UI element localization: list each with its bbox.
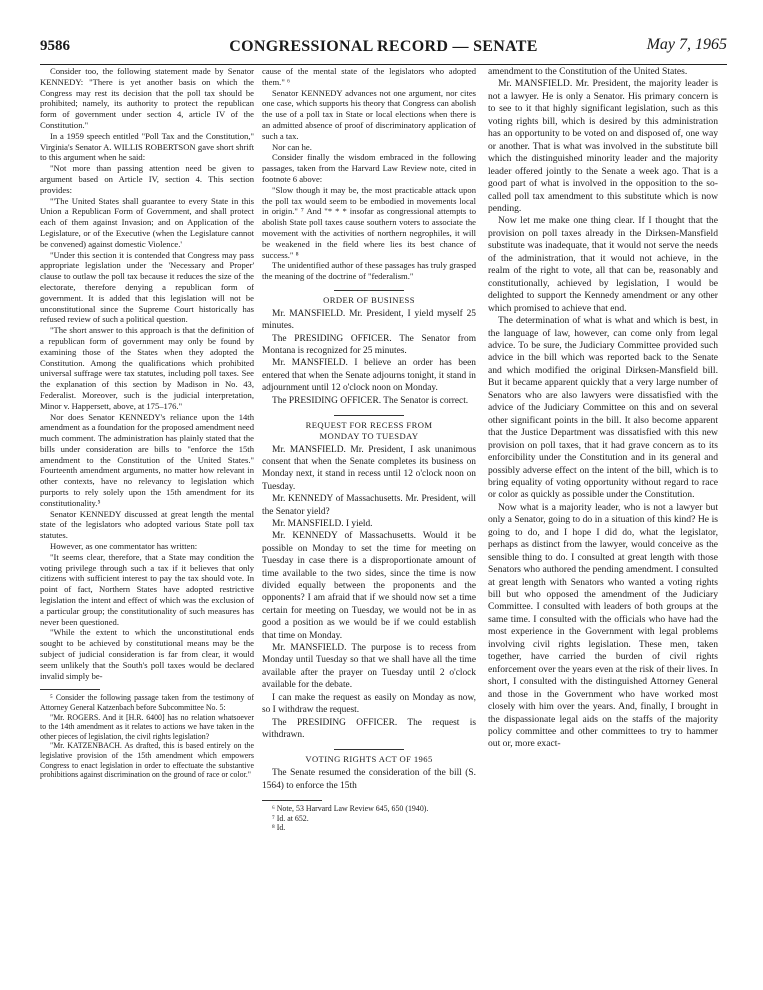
quote-paragraph: "The short answer to this approach is that the definition of a republican form of government may only be found by examining those of the States when they adopted the Constitution. Among the qualifications which prohibited universal suffrage were tax statutes, including poll taxes. See the explanation of this section by Madison in No. 43, Federalist. Moreover, such is the judicial interpretation, Minor v. Happersett, above, at 175–176.": [40, 325, 254, 411]
publication-title: CONGRESSIONAL RECORD — SENATE: [229, 38, 538, 55]
paragraph: The PRESIDING OFFICER. The Senator from Montana is recognized for 25 minutes.: [262, 333, 476, 356]
page-header: [40, 36, 727, 62]
paragraph: Nor does Senator KENNEDY's reliance upon the 14th amendment as a foundation for the proposed amendment need much comment. The administration has plainly stated that the bills under consideration are bills to "enforce the 15th amendment to the Constitution of the United States." Fourteenth amendment arguments, no matter how relevant in other contexts, have no relevancy to legislation which purports to rely solely upon the 15th amendment for its constitutionality.⁵: [40, 411, 254, 508]
section-heading-voting-rights-act: VOTING RIGHTS ACT OF 1965: [305, 754, 433, 765]
paragraph: The Senate resumed the consideration of the bill (S. 1564) to enforce the 15th: [262, 768, 476, 791]
section-divider: [334, 290, 404, 291]
paragraph: Mr. KENNEDY of Massachusetts. Would it be possible on Monday to set the time for meeting on Tuesday in case there is a disproportionate amount of time available to the two sides, since the time is now divided equally between the proponents and the opponents? I am afraid that if we should now set a time certain for meeting on Tuesday, we would not be in as good a position as we would be if we could establish that time on Monday.: [262, 531, 476, 641]
paragraph: In a 1959 speech entitled "Poll Tax and the Constitution," Virginia's Senator A. WILLIS ROBERTSON gave short shrift to this argument when he said:: [40, 130, 254, 163]
paragraph: Consider finally the wisdom embraced in the following passages, taken from the Harvard Law Review note, cited in footnote 6 above:: [262, 152, 476, 184]
paragraph: Mr. MANSFIELD. Mr. President, I yield myself 25 minutes.: [262, 308, 476, 332]
paragraph: The PRESIDING OFFICER. The request is withdrawn.: [262, 717, 476, 740]
quote-paragraph: "Under this section it is contended that Congress may pass appropriate legislation under the 'Necessary and Proper' clause to outlaw the poll tax because it reduces the size of the electorate, therefore denying a republican form of government. It is added that this legislation will not be unconstitutional since the Supreme Court historically has refused review of such a political question.: [40, 249, 254, 325]
footnote: ⁵ Consider the following passage taken from the testimony of Attorney General Katzenbach before Subcommittee No. 5:: [40, 693, 254, 713]
footnotes: [40, 693, 254, 779]
footnote-rule: [40, 689, 100, 690]
header-rule: [40, 64, 727, 65]
paragraph: Mr. KENNEDY of Massachusetts. Mr. President, will the Senator yield?: [262, 494, 476, 517]
quote-paragraph: "Not more than passing attention need be given to argument based on Article IV, section 4. This section provides:: [40, 163, 254, 195]
column-left: [40, 66, 254, 780]
column-middle: [262, 66, 476, 833]
paragraph: Mr. MANSFIELD. Mr. President, the majority leader is not a lawyer. He is only a Senator. His primary concern is to see to it that highly significant legislation, such as this voting rights bill, which is desired by this administration has an opportunity to be voted on and disposed of, one way or another. That is what was involved in the substitute bill which the distinguished minority leader and the majority leader offered jointly to the Senate a week ago. That is a good part of what is involved in the opposition to the so-called poll tax amendment to this substitute which is now pending.: [488, 78, 718, 214]
section-heading-order-of-business: ORDER OF BUSINESS: [323, 294, 415, 305]
paragraph: Mr. MANSFIELD. I believe an order has been entered that when the Senate adjourns tonight, it stand in adjournment until 12 o'clock noon on Monday.: [262, 358, 476, 394]
footnote-rule: [262, 800, 322, 801]
column-right: [488, 66, 718, 751]
footnote: ⁷ Id. at 652.: [272, 813, 309, 823]
footnote: ⁸ Id.: [272, 823, 286, 833]
page-number: 9586: [40, 38, 70, 54]
footnotes: [262, 804, 476, 833]
paragraph: However, as one commentator has written:: [50, 541, 198, 552]
paragraph: Mr. MANSFIELD. I yield.: [272, 519, 373, 530]
paragraph: The unidentified author of these passages has truly grasped the meaning of the doctrine of "federalism.": [262, 260, 476, 282]
footnote: "Mr. ROGERS. And it [H.R. 6400] has no relation whatsoever to the 14th amendment as it relates to actions we have taken in the other pieces of legislation, the civil rights legislation?: [40, 712, 254, 741]
quote-paragraph: "While the extent to which the unconstitutional ends sought to be achieved by constitutional means may be the subject of judicial consideration is far from clear, it would seem unlikely that the South's poll taxes would be declared invalid simply be-: [40, 627, 254, 681]
paragraph: Senator KENNEDY discussed at great length the mental state of the legislators who adopted various State poll tax statutes.: [40, 508, 254, 541]
paragraph: The PRESIDING OFFICER. The Senator is correct.: [272, 395, 469, 406]
paragraph: The determination of what is what and which is best, in the language of law, however, can come only from legal advice. To be sure, the Judiciary Committee provided such advice in the bill which was reported back to the Senate and which modified the original Dirksen-Mansfield bill. But it became apparent quickly that a very large number of Senators who are also lawyers were dissatisfied with the advice of the Judiciary Committee on this and on several other significant points in the bill. It also become apparent that the Justice Department was dissatisfied with this new provision on poll taxes, that it had grave concern as to its enforcibility under the Constitution and in its general and possibly adverse effect on the intent of the bill, which is to bring equality of voting opportunity without regard to race or color as quickly as possible under the Constitution.: [488, 315, 718, 501]
section-heading-request-recess-line2: MONDAY TO TUESDAY: [319, 430, 419, 441]
quote-paragraph: "It seems clear, therefore, that a State may condition the voting privilege through such a tax if it believes that only citizens with sufficient interest to pay the tax should vote. In point of fact, Northern States have adopted restrictive legislation the intent and effect of which was the exclusion of a particular group; the constitutionality of such measures has never been questioned.: [40, 551, 254, 627]
paragraph: Mr. MANSFIELD. Mr. President, I ask unanimous consent that when the Senate completes its business on Monday next, it stand in recess until 12 o'clock noon on Tuesday.: [262, 444, 476, 492]
paragraph: Senator KENNEDY advances not one argument, nor cites one case, which supports his theory that Congress can abolish the use of a poll tax in State or local elections when there is an admitted absence of proof of discriminatory application of such a tax.: [262, 87, 476, 141]
paragraph: cause of the mental state of the legislators who adopted them." ⁶: [262, 66, 476, 87]
quote-paragraph: "Slow though it may be, the most practicable attack upon the poll tax would seem to be embodied in movements local in origin." ⁷ And "* * * insofar as congressional attempts to abolish State poll taxes cause southern voters to associate the movement with the activities of northern negrophiles, it will be weakened in the field where lies its best chance of success." ⁸: [262, 184, 476, 260]
paragraph: Now let me make one thing clear. If I thought that the provision on poll taxes already in the Dirksen-Mansfield substitute was inadequate, that it would not serve the needs of the administration, that it would not achieve, in the realm of the right to vote, all that can be, reasonably and constitutionally, achieved by legislation, I would be delighted to support the Kennedy amendment or any other which promised to achieve that end.: [488, 215, 718, 314]
paragraph: I can make the request as easily on Monday as now, so I withdraw the request.: [262, 692, 476, 716]
quote-paragraph: "'The United States shall guarantee to every State in this Union a Republican Form of Government, and shall protect each of them against Invasion; and on Application of the Legislature, or of the Executive (when the Legislature cannot be convened) against domestic Violence.': [40, 195, 254, 249]
footnote: "Mr. KATZENBACH. As drafted, this is based entirely on the legislative provision of the 15th amendment which empowers Congress to enact legislation in order to effectuate the substantive prohibitions against discrimination on the ground of race or color.": [40, 741, 254, 780]
paragraph: amendment to the Constitution of the United States.: [488, 66, 688, 77]
paragraph: Now what is a majority leader, who is not a lawyer but only a Senator, going to do in a situation of this kind? He is going to do, and I hope I did do, what the legislator, perhaps as distinct from the lawyer, would conceive as the sensible thing to do. I consulted at great length with those Senators who authored the pending amendment. I consulted at great length with Senators who wanted a voting rights bill but who opposed the amendment of the Judiciary Committee. I consulted with leaders of both groups at the same time. I consulted with the officials who have had the most experience in the Government with legal problems involving civil rights legislation. These men, taken together, have carried the burden of civil rights enforcement over the years even at the risk of their lives. In short, I consulted with the distinguished Attorney General and those in the Government who have worked most closely with him over the years. And, finally, I brought in the dispassionate legal aids on the staffs of the majority policy committee and other committees to try to hammer out or, more exact-: [488, 501, 718, 750]
section-divider: [334, 749, 404, 750]
paragraph: Consider too, the following statement made by Senator KENNEDY: "There is yet another basis on which the Congress may rest its decision that the poll tax should be prohibited; namely, its authority to protect the republican form of government under section 4, article IV of the Constitution.": [40, 66, 254, 130]
section-heading-request-recess: REQUEST FOR RECESS FROM: [305, 419, 433, 430]
publication-date: May 7, 1965: [646, 36, 727, 53]
paragraph: Mr. MANSFIELD. The purpose is to recess from Monday until Tuesday so that we shall have all the time available after the prayer on Tuesday until 2 o'clock available for the debate.: [262, 643, 476, 691]
footnote: ⁶ Note, 53 Harvard Law Review 645, 650 (1940).: [272, 803, 429, 813]
section-divider: [334, 415, 404, 416]
paragraph: Nor can he.: [272, 141, 312, 152]
